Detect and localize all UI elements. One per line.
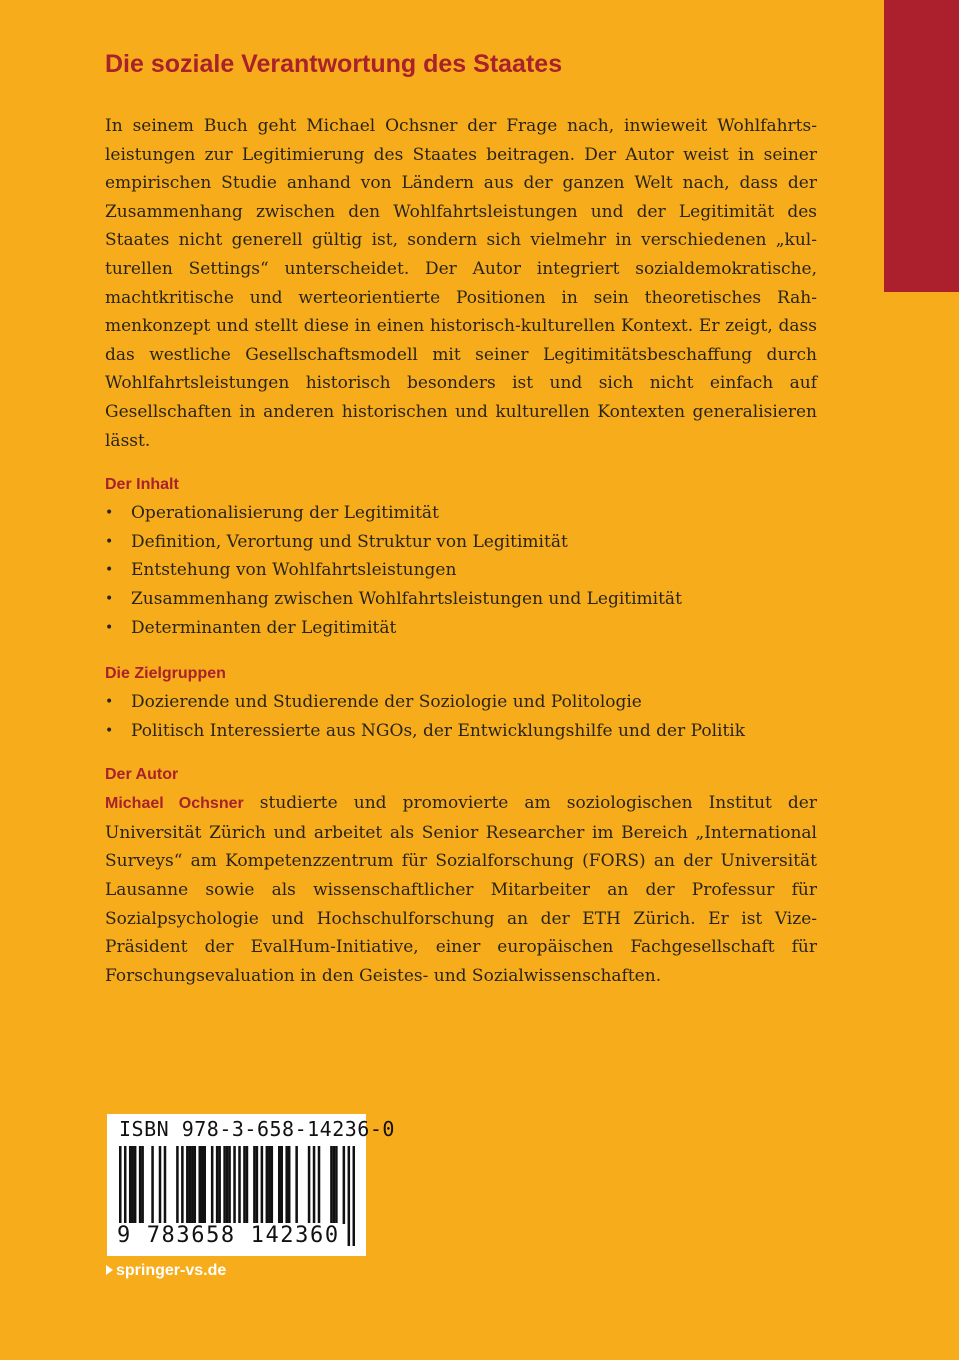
barcode-bar bbox=[333, 1146, 336, 1224]
barcode-bar bbox=[226, 1146, 229, 1224]
barcode-bar bbox=[313, 1146, 316, 1224]
barcode-bar bbox=[343, 1146, 346, 1224]
barcode-bar bbox=[201, 1146, 204, 1224]
barcode-bar bbox=[308, 1146, 311, 1224]
section-heading-zielgruppen: Die Zielgruppen bbox=[105, 665, 226, 683]
barcode-bar bbox=[129, 1146, 132, 1224]
back-cover-content bbox=[105, 44, 817, 990]
barcode-bar bbox=[253, 1146, 256, 1224]
list-item: • Definition, Verortung und Struktur von Legitimität bbox=[105, 528, 817, 557]
section-heading-autor: Der Autor bbox=[105, 766, 179, 784]
bullet-icon: • bbox=[105, 505, 114, 522]
barcode-bar bbox=[285, 1146, 288, 1224]
author-name: Michael Ochsner bbox=[105, 795, 244, 813]
bullet-icon: • bbox=[105, 533, 114, 550]
bullet-icon: • bbox=[105, 694, 114, 711]
page-title: Die soziale Verantwortung des Staates bbox=[105, 50, 563, 78]
isbn-barcode bbox=[107, 1114, 395, 1256]
barcode-bar bbox=[295, 1146, 298, 1224]
barcode-bar bbox=[176, 1146, 179, 1224]
section-heading-inhalt: Der Inhalt bbox=[105, 476, 179, 494]
website-text: springer-vs.de bbox=[116, 1262, 227, 1279]
list-item: • Operationalisierung der Legitimität bbox=[105, 499, 817, 528]
barcode-bar bbox=[335, 1146, 338, 1224]
barcode-bar bbox=[134, 1146, 137, 1224]
barcode-bar bbox=[139, 1146, 142, 1224]
barcode-bar bbox=[266, 1146, 269, 1224]
barcode-bar bbox=[348, 1146, 351, 1246]
barcode-bar bbox=[223, 1146, 226, 1224]
list-item: • Politisch Interessierte aus NGOs, der Entwicklungshilfe und der Politik bbox=[105, 717, 817, 746]
list-item: • Dozierende und Studierende der Soziologie und Politologie bbox=[105, 688, 817, 717]
barcode-bar bbox=[246, 1146, 249, 1224]
barcode-bar bbox=[186, 1146, 189, 1224]
barcode-bar bbox=[203, 1146, 206, 1224]
barcode-bar bbox=[159, 1146, 162, 1224]
inhalt-list bbox=[105, 499, 817, 642]
website-link[interactable] bbox=[106, 1262, 226, 1280]
barcode-bar bbox=[271, 1146, 274, 1224]
barcode-bar bbox=[151, 1146, 154, 1224]
barcode-bar bbox=[216, 1146, 219, 1224]
list-item: • Determinanten der Legitimität bbox=[105, 614, 817, 643]
barcode-bar bbox=[181, 1146, 184, 1224]
bullet-icon: • bbox=[105, 722, 114, 739]
bullet-icon: • bbox=[105, 590, 114, 607]
isbn-label: ISBN 978-3-658-14236-0 bbox=[119, 1117, 395, 1141]
barcode-bar bbox=[353, 1146, 355, 1246]
barcode-bar bbox=[198, 1146, 201, 1224]
author-bio bbox=[105, 789, 817, 990]
barcode-bar bbox=[318, 1146, 321, 1224]
section-autor bbox=[105, 761, 817, 990]
barcode-bar bbox=[189, 1146, 192, 1224]
barcode-bar bbox=[278, 1146, 281, 1224]
bullet-icon: • bbox=[105, 562, 114, 579]
barcode-bar bbox=[164, 1146, 167, 1224]
author-bio-text: studierte und promovierte am soziologischen Institut der Universität Zürich und arbeitet als Senior Researcher im Bereich „International Surveys“ am Kompetenzzentrum für Sozialforschung (FORS) an der Universität Lausanne sowie als wissenschaftlicher Mitarbeiter an der Professur für Sozialpsychologie und Hochschulforschung an der ETH Zürich. Er ist Vize-Präsident der EvalHum-Initiative, einer europäischen Fachgesellschaft für Forschungsevaluation in den Geistes- und Sozialwissenschaften. bbox=[105, 793, 817, 986]
bullet-icon: • bbox=[105, 619, 114, 636]
list-item: • Entstehung von Wohlfahrtsleistungen bbox=[105, 556, 817, 585]
barcode-bar bbox=[330, 1146, 333, 1224]
list-item: • Zusammenhang zwischen Wohlfahrtsleistungen und Legitimität bbox=[105, 585, 817, 614]
barcode-bar bbox=[218, 1146, 221, 1224]
barcode-digits: 9 783658 142360 bbox=[117, 1223, 340, 1248]
section-inhalt bbox=[105, 471, 817, 642]
barcode-bar bbox=[211, 1146, 214, 1224]
zielgruppen-list bbox=[105, 688, 817, 745]
barcode-bar bbox=[268, 1146, 271, 1224]
barcode-bar bbox=[288, 1146, 291, 1224]
description-paragraph: In seinem Buch geht Michael Ochsner der Frage nach, inwieweit Wohlfahrtsleistungen zur Legitimierung des Staates beitragen. Der Autor weist in seiner empirischen Studie anhand von Ländern aus der ganzen Welt nach, dass der Zusammenhang zwischen den Wohlfahrtsleistungen und der Legitimität des Staates nicht generell gültig ist, sondern sich vielmehr in verschiedenen „kulturellen Settings“ unterscheidet. Der Autor integriert sozialdemokratische, machtkritische und werteorientierte Positionen in sein theoretisches Rahmenkonzept und stellt diese in einen historisch-kulturellen Kontext. Er zeigt, dass das westliche Gesellschaftsmodell mit seiner Legitimitätsbeschaffung durch Wohlfahrtsleistungen historisch besonders ist und sich nicht einfach auf Gesellschaften in anderen historischen und kulturellen Kontexten generalisieren lässt. bbox=[105, 116, 817, 451]
barcode-bar bbox=[194, 1146, 197, 1224]
section-zielgruppen bbox=[105, 660, 817, 745]
barcode-bar bbox=[141, 1146, 144, 1224]
barcode-bar bbox=[261, 1146, 264, 1224]
barcode-bar bbox=[243, 1146, 246, 1224]
barcode-bar bbox=[131, 1146, 134, 1224]
barcode-bar bbox=[256, 1146, 259, 1224]
arrow-right-icon bbox=[106, 1265, 113, 1275]
barcode-bar bbox=[191, 1146, 194, 1224]
barcode-bar bbox=[280, 1146, 283, 1224]
barcode-bar bbox=[228, 1146, 231, 1224]
red-accent-bar bbox=[884, 0, 959, 292]
